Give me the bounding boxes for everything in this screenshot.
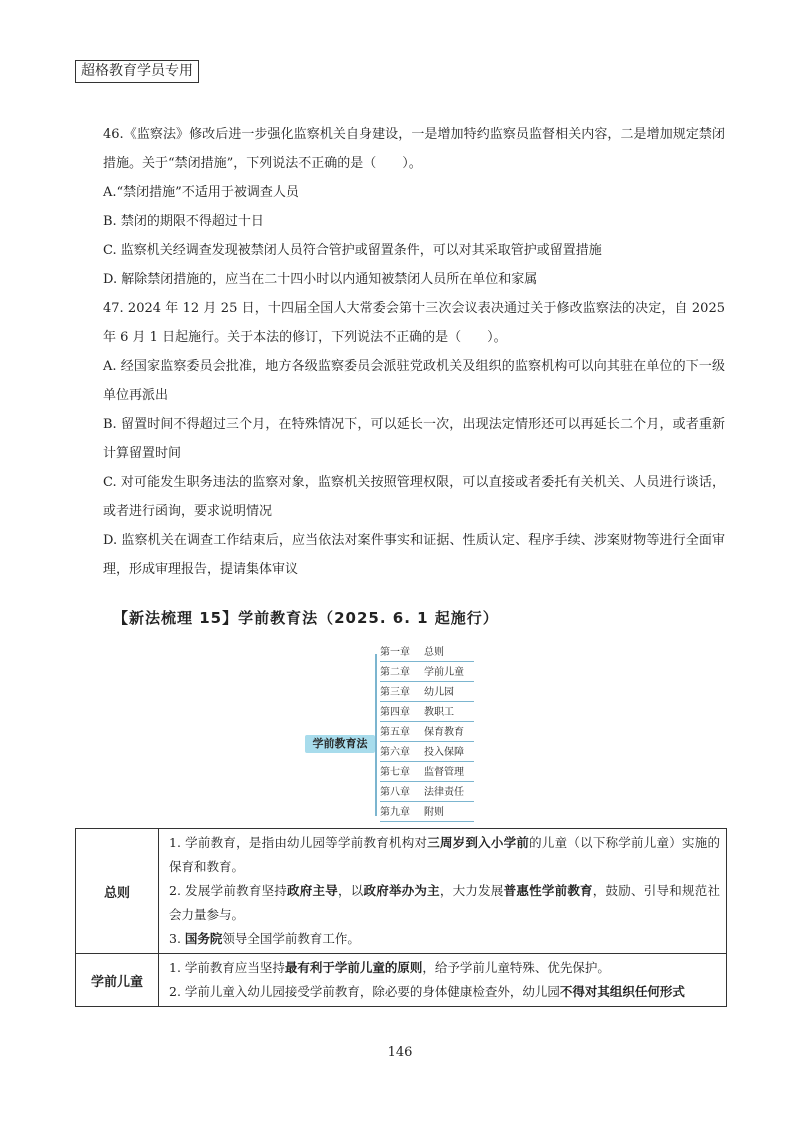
chapter-item: [380, 805, 474, 822]
option-a: A. 经国家监察委员会批准，地方各级监察委员会派驻党政机关及组织的监察机构可以向其驻在单位的下一级单位再派出: [103, 359, 725, 403]
clause: 1. 学前教育，是指由幼儿园等学前教育机构对三周岁到入小学前的儿童（以下称学前儿童）实施的保育和教育。: [169, 835, 720, 874]
mindmap-branch-line: [375, 654, 377, 816]
chapter-name: 总则: [424, 647, 444, 658]
question-stem: 47. 2024 年 12 月 25 日，十四届全国人大常委会第十三次会议表决通过关于修改监察法的决定，自 2025 年 6 月 1 日起施行。关于本法的修订，下列说法不正确的是（ ）。: [103, 301, 725, 345]
section-title: 【新法梳理 15】学前教育法（2025. 6. 1 起施行）: [113, 609, 499, 627]
clause: 2. 学前儿童入幼儿园接受学前教育，除必要的身体健康检查外，幼儿园不得对其组织任何形式: [169, 984, 685, 999]
clause: 2. 发展学前教育坚持政府主导，以政府举办为主，大力发展普惠性学前教育，鼓励、引导和规范社会力量参与。: [169, 883, 720, 922]
chapter-item: [380, 705, 474, 722]
chapter-name: 投入保障: [424, 747, 464, 758]
mindmap-root: 学前教育法: [305, 735, 375, 753]
row-heading: 总则: [76, 829, 159, 954]
law-summary-table: [75, 828, 727, 1007]
chapter-num: 第六章: [380, 747, 410, 758]
option-c: C. 对可能发生职务违法的监察对象，监察机关按照管理权限，可以直接或者委托有关机关、人员进行谈话，或者进行函询，要求说明情况: [103, 475, 725, 519]
option-b: B. 留置时间不得超过三个月，在特殊情况下，可以延长一次，出现法定情形还可以再延长二个月，或者重新计算留置时间: [103, 417, 725, 461]
chapter-num: 第三章: [380, 687, 410, 698]
chapter-name: 附则: [424, 807, 444, 818]
chapter-item: [380, 765, 474, 782]
row-heading: 学前儿童: [76, 954, 159, 1007]
chapter-name: 保育教育: [424, 727, 464, 738]
chapter-name: 教职工: [424, 707, 454, 718]
option-d: D. 监察机关在调查工作结束后，应当依法对案件事实和证据、性质认定、程序手续、涉案财物等进行全面审理，形成审理报告，提请集体审议: [103, 533, 725, 577]
chapter-item: [380, 785, 474, 802]
option-a: A.“禁闭措施”不适用于被调查人员: [103, 185, 299, 200]
chapter-num: 第五章: [380, 727, 410, 738]
chapter-item: [380, 745, 474, 762]
question-47: [103, 294, 725, 584]
question-46: [103, 120, 725, 294]
row-content: [159, 954, 727, 1007]
chapter-name: 监督管理: [424, 767, 464, 778]
option-d: D. 解除禁闭措施的，应当在二十四小时以内通知被禁闭人员所在单位和家属: [103, 272, 538, 287]
chapter-item: [380, 665, 474, 682]
question-stem: 46.《监察法》修改后进一步强化监察机关自身建设，一是增加特约监察员监督相关内容，二是增加规定禁闭措施。关于“禁闭措施”，下列说法不正确的是（ ）。: [103, 127, 725, 171]
questions: [103, 120, 725, 584]
option-b: B. 禁闭的期限不得超过十日: [103, 214, 264, 229]
chapter-name: 学前儿童: [424, 667, 464, 678]
chapter-num: 第八章: [380, 787, 410, 798]
header-tag: 超格教育学员专用: [75, 60, 199, 83]
clause: 3. 国务院领导全国学前教育工作。: [169, 931, 360, 946]
chapter-num: 第四章: [380, 707, 410, 718]
mindmap: [300, 640, 500, 830]
chapter-num: 第一章: [380, 647, 410, 658]
chapter-name: 幼儿园: [424, 687, 454, 698]
chapter-name: 法律责任: [424, 787, 464, 798]
chapter-num: 第七章: [380, 767, 410, 778]
option-c: C. 监察机关经调查发现被禁闭人员符合管护或留置条件，可以对其采取管护或留置措施: [103, 243, 602, 258]
chapter-item: [380, 685, 474, 702]
clause: 1. 学前教育应当坚持最有利于学前儿童的原则，给予学前儿童特殊、优先保护。: [169, 960, 610, 975]
chapter-item: [380, 725, 474, 742]
chapter-item: [380, 645, 474, 662]
chapter-num: 第九章: [380, 807, 410, 818]
chapter-num: 第二章: [380, 667, 410, 678]
table-row: [76, 954, 727, 1007]
page-number: 146: [387, 1045, 413, 1060]
row-content: [159, 829, 727, 954]
table-row: [76, 829, 727, 954]
